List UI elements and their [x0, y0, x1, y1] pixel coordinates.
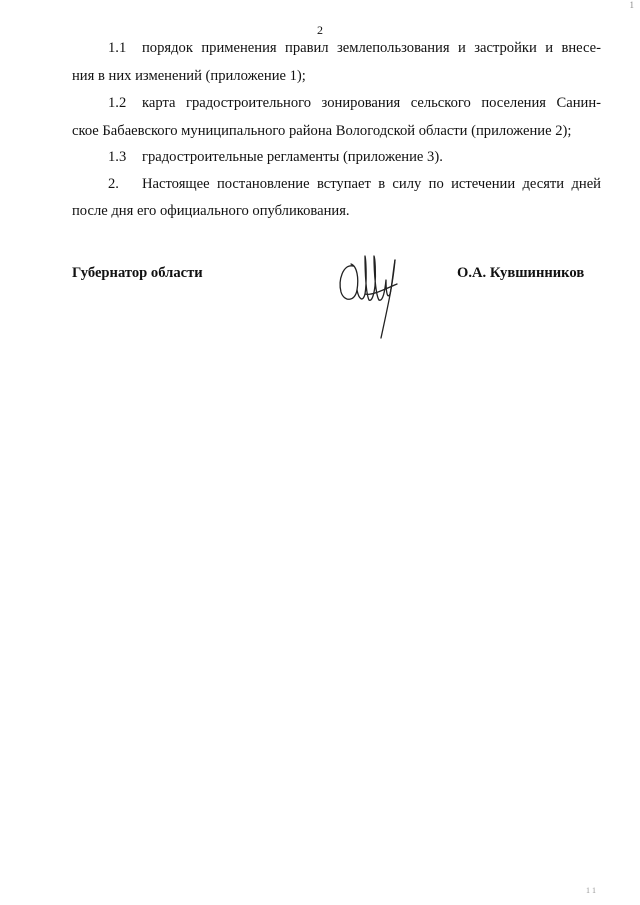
item-1-number: 1.1: [108, 40, 127, 56]
item-4-first-line: [72, 174, 601, 194]
item-2-second-line: ское Бабаевского муниципального района Вологодской области (приложение 2);: [72, 123, 572, 139]
handwritten-signature: [335, 250, 405, 340]
item-3-text-1: градостроительные регламенты (приложение 3).: [142, 149, 443, 165]
corner-mark: 1: [629, 0, 634, 10]
item-1-first-line: [72, 38, 601, 58]
item-3-line: [72, 147, 601, 167]
bottom-mark: 1 1: [586, 886, 596, 895]
item-2-first-line: [72, 93, 601, 113]
signatory-name: О.А. Кувшинников: [457, 265, 585, 281]
item-2-text-1: карта градостроительного зонирования сельского поселения Санин-: [142, 95, 601, 111]
item-3-number: 1.3: [108, 149, 127, 165]
signatory-title: Губернатор области: [72, 265, 203, 281]
page-number: 2: [317, 23, 323, 37]
item-4-number: 2.: [108, 176, 119, 192]
item-1-second-line: ния в них изменений (приложение 1);: [72, 68, 306, 84]
item-4-second-line: после дня его официального опубликования.: [72, 203, 350, 219]
item-1-text-1: порядок применения правил землепользования и застройки и внесе-: [142, 40, 601, 56]
item-4-text-1: Настоящее постановление вступает в силу по истечении десяти дней: [142, 176, 601, 192]
item-2-number: 1.2: [108, 95, 127, 111]
